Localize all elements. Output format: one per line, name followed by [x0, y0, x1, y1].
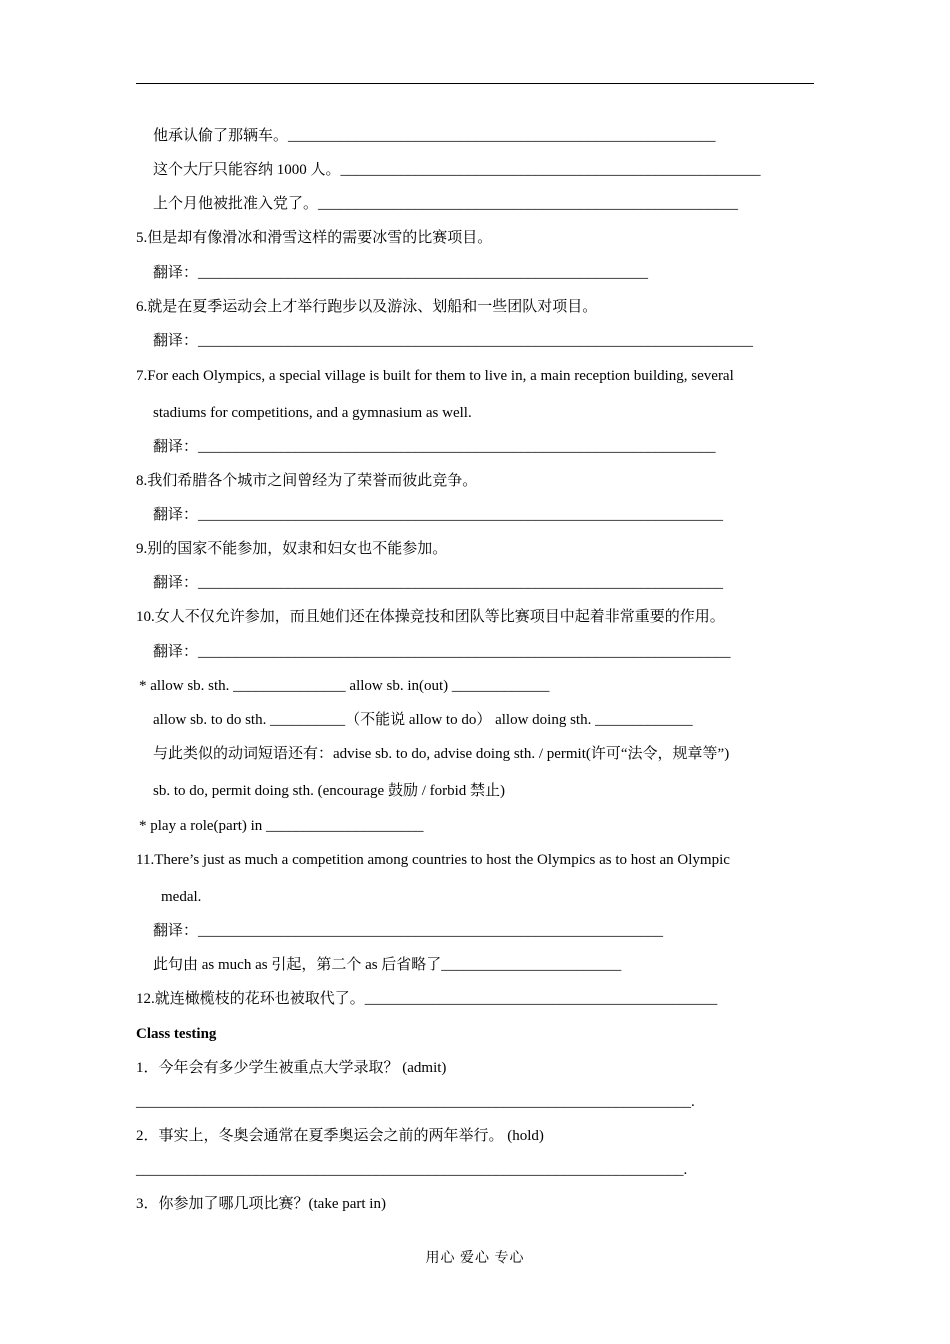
- test-question-1: 1．今年会有多少学生被重点大学录取？ (admit): [136, 1060, 447, 1076]
- translation-line: 翻译：_______________________________________________________________________: [153, 644, 731, 660]
- note-allow: * allow sb. sth. _______________ allow sb. in(out) _____________: [139, 678, 550, 694]
- test-question-3: 3．你参加了哪几项比赛？(take part in): [136, 1196, 386, 1212]
- translation-line: 翻译：______________________________________________________________________: [153, 507, 724, 523]
- translation-line: 翻译：_____________________________________________________________________: [153, 439, 716, 455]
- header-rule: [136, 83, 814, 84]
- question-11-continued: medal.: [161, 889, 202, 905]
- note-allow-usage: allow sb. to do sth. __________（不能说 allow to do） allow doing sth. _____________: [153, 712, 693, 728]
- translation-line: 翻译：______________________________________________________________: [153, 923, 664, 939]
- question-7: 7.For each Olympics, a special village is built for them to live in, a main reception building, several: [136, 368, 734, 384]
- note-similar-phrases-continued: sb. to do, permit doing sth. (encourage 鼓励 / forbid 禁止): [153, 783, 506, 799]
- exercise-line: 上个月他被批准入党了。________________________________________________________: [153, 196, 739, 212]
- question-11: 11.There’s just as much a competition among countries to host the Olympics as to host an Olympic: [136, 852, 730, 868]
- page-footer: 用心 爱心 专心: [425, 1251, 525, 1266]
- translation-line: 翻译：______________________________________________________________________: [153, 575, 724, 591]
- section-heading-class-testing: Class testing: [136, 1026, 217, 1042]
- note-similar-phrases: 与此类似的动词短语还有：advise sb. to do, advise doing sth. / permit(许可“法令，规章等”): [153, 746, 730, 762]
- question-10: 10.女人不仅允许参加，而且她们还在体操竞技和团队等比赛项目中起着非常重要的作用。: [136, 609, 725, 625]
- translation-line: 翻译：__________________________________________________________________________: [153, 333, 754, 349]
- translation-line: 翻译：____________________________________________________________: [153, 265, 649, 281]
- exercise-line: 他承认偷了那辆车。_________________________________________________________: [153, 128, 716, 144]
- question-8: 8.我们希腊各个城市之间曾经为了荣誉而彼此竞争。: [136, 473, 478, 489]
- question-5: 5.但是却有像滑冰和滑雪这样的需要冰雪的比赛项目。: [136, 230, 493, 246]
- question-12: 12.就连橄榄枝的花环也被取代了。_______________________________________________: [136, 991, 718, 1007]
- question-9: 9.别的国家不能参加，奴隶和妇女也不能参加。: [136, 541, 448, 557]
- test-question-2: 2．事实上，冬奥会通常在夏季奥运会之前的两年举行。 (hold): [136, 1128, 544, 1144]
- note-play-a-role: * play a role(part) in _____________________: [139, 818, 424, 834]
- question-7-continued: stadiums for competitions, and a gymnasium as well.: [153, 405, 472, 421]
- question-6: 6.就是在夏季运动会上才举行跑步以及游泳、划船和一些团队对项目。: [136, 299, 598, 315]
- note-as-much-as: 此句由 as much as 引起，第二个 as 后省略了________________________: [153, 957, 622, 973]
- answer-line: __________________________________________________________________________.: [136, 1094, 695, 1110]
- answer-line: _________________________________________________________________________.: [136, 1162, 688, 1178]
- exercise-line: 这个大厅只能容纳 1000 人。________________________________________________________: [153, 162, 761, 178]
